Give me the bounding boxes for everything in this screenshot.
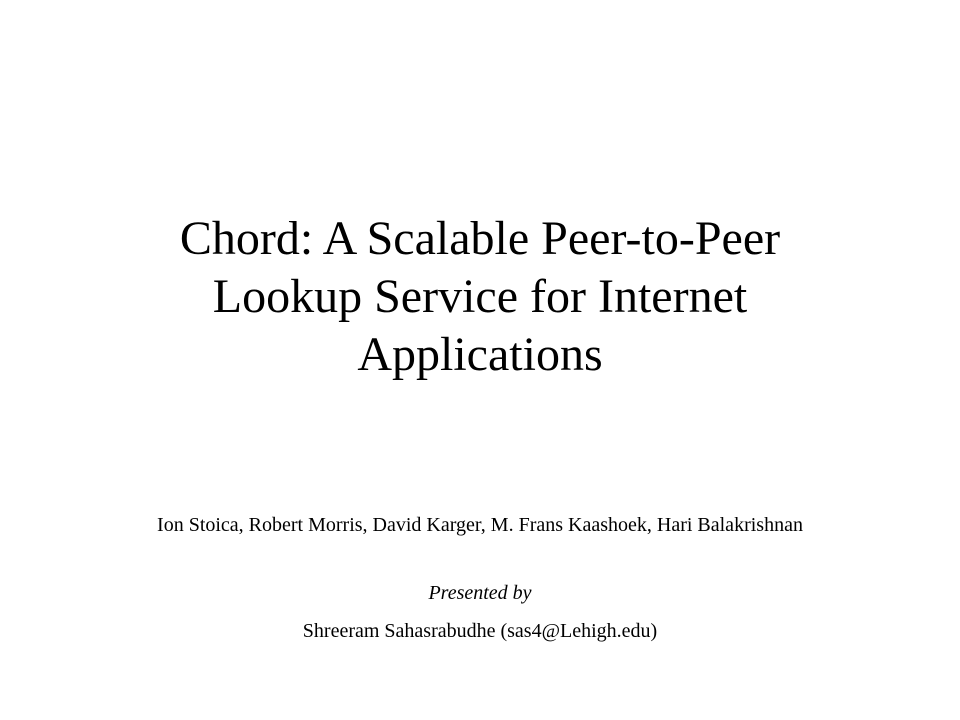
authors-line: Ion Stoica, Robert Morris, David Karger, M. Frans Kaashoek, Hari Balakrishnan (157, 514, 803, 536)
slide-title-line-1: Chord: A Scalable Peer-to-Peer (179, 212, 781, 265)
slide-title-line-2: Lookup Service for Internet (212, 270, 748, 323)
slide-title (40, 210, 920, 384)
presented-by-label: Presented by (428, 582, 532, 604)
presenter-line: Shreeram Sahasrabudhe (sas4@Lehigh.edu) (302, 620, 658, 642)
slide-title-line-3: Applications (357, 328, 603, 381)
